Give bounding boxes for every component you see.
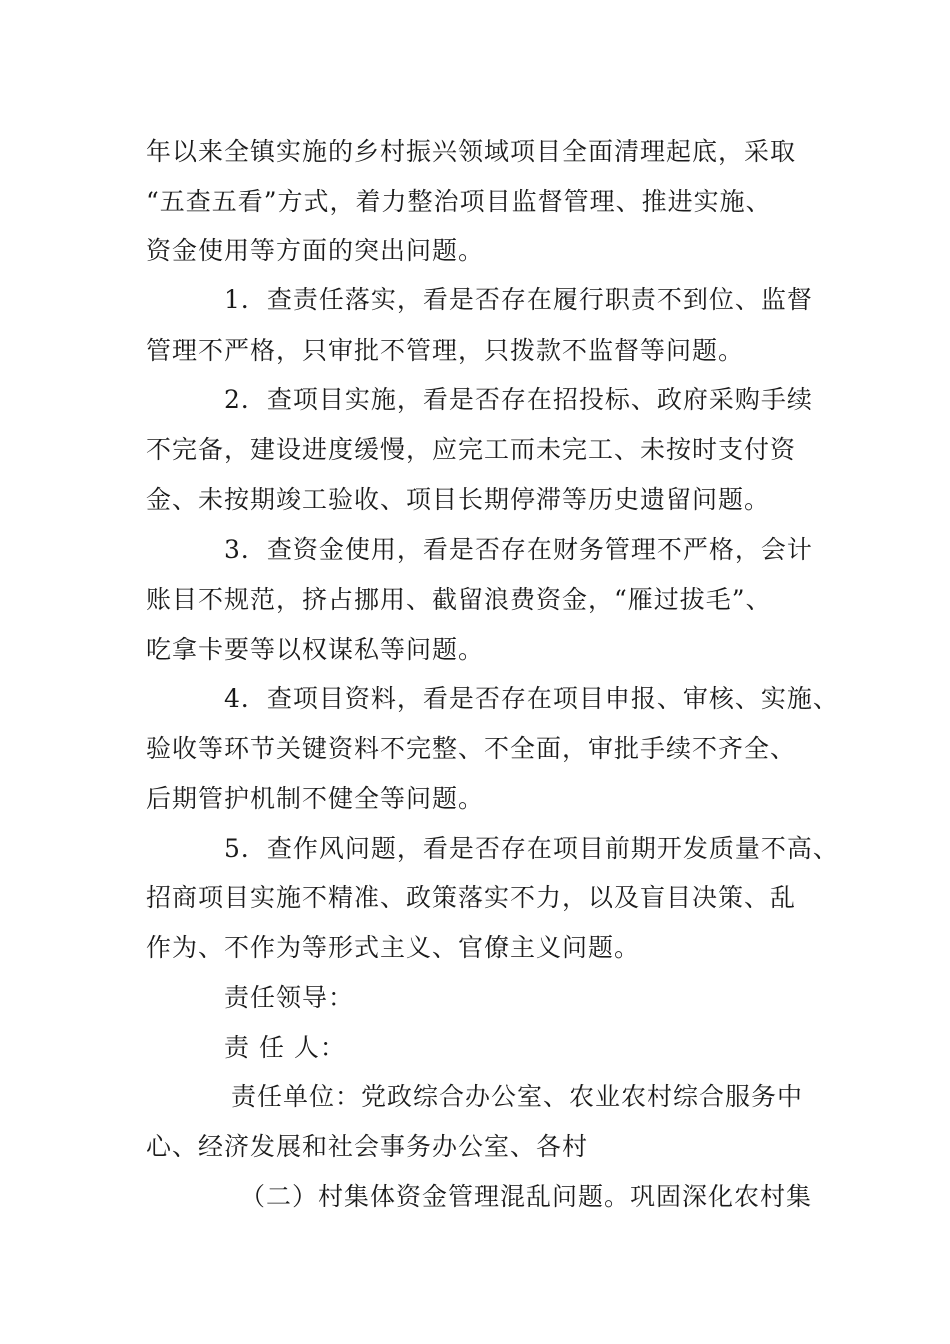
responsible-unit-line-1: 责任单位：党政综合办公室、农业农村综合服务中: [231, 1082, 804, 1111]
item-1-line-2: 管理不严格，只审批不管理，只拨款不监督等问题。: [146, 336, 745, 365]
text-line-1: 年以来全镇实施的乡村振兴领域项目全面清理起底，采取: [146, 137, 797, 166]
item-1-line-1: 1．查责任落实，看是否存在履行职责不到位、监督: [224, 285, 813, 314]
section-two-heading: （二）村集体资金管理混乱问题。巩固深化农村集: [240, 1182, 813, 1211]
responsible-person: 责 任 人：: [224, 1033, 346, 1062]
item-2-line-1: 2．查项目实施，看是否存在招投标、政府采购手续: [224, 385, 813, 414]
item-3-line-1: 3．查资金使用，看是否存在财务管理不严格，会计: [224, 535, 813, 564]
responsible-leader: 责任领导：: [224, 983, 355, 1012]
item-4-line-1: 4．查项目资料，看是否存在项目申报、审核、实施、: [224, 684, 839, 713]
item-5-line-3: 作为、不作为等形式主义、官僚主义问题。: [146, 933, 641, 962]
text-line-3: 资金使用等方面的突出问题。: [146, 236, 485, 265]
item-2-line-3: 金、未按期竣工验收、项目长期停滞等历史遗留问题。: [146, 485, 771, 514]
item-5-line-1: 5．查作风问题，看是否存在项目前期开发质量不高、: [224, 834, 839, 863]
text-line-2: “五查五看”方式，着力整治项目监督管理、推进实施、: [146, 187, 772, 216]
item-4-line-3: 后期管护机制不健全等问题。: [146, 784, 485, 813]
item-5-line-2: 招商项目实施不精准、政策落实不力，以及盲目决策、乱: [146, 883, 797, 912]
item-3-line-3: 吃拿卡要等以权谋私等问题。: [146, 635, 485, 664]
responsible-unit-line-2: 心、经济发展和社会事务办公室、各村: [146, 1132, 589, 1161]
item-2-line-2: 不完备，建设进度缓慢，应完工而未完工、未按时支付资: [146, 435, 797, 464]
item-4-line-2: 验收等环节关键资料不完整、不全面，审批手续不齐全、: [146, 734, 797, 763]
item-3-line-2: 账目不规范，挤占挪用、截留浪费资金，“雁过拔毛”、: [146, 585, 772, 614]
